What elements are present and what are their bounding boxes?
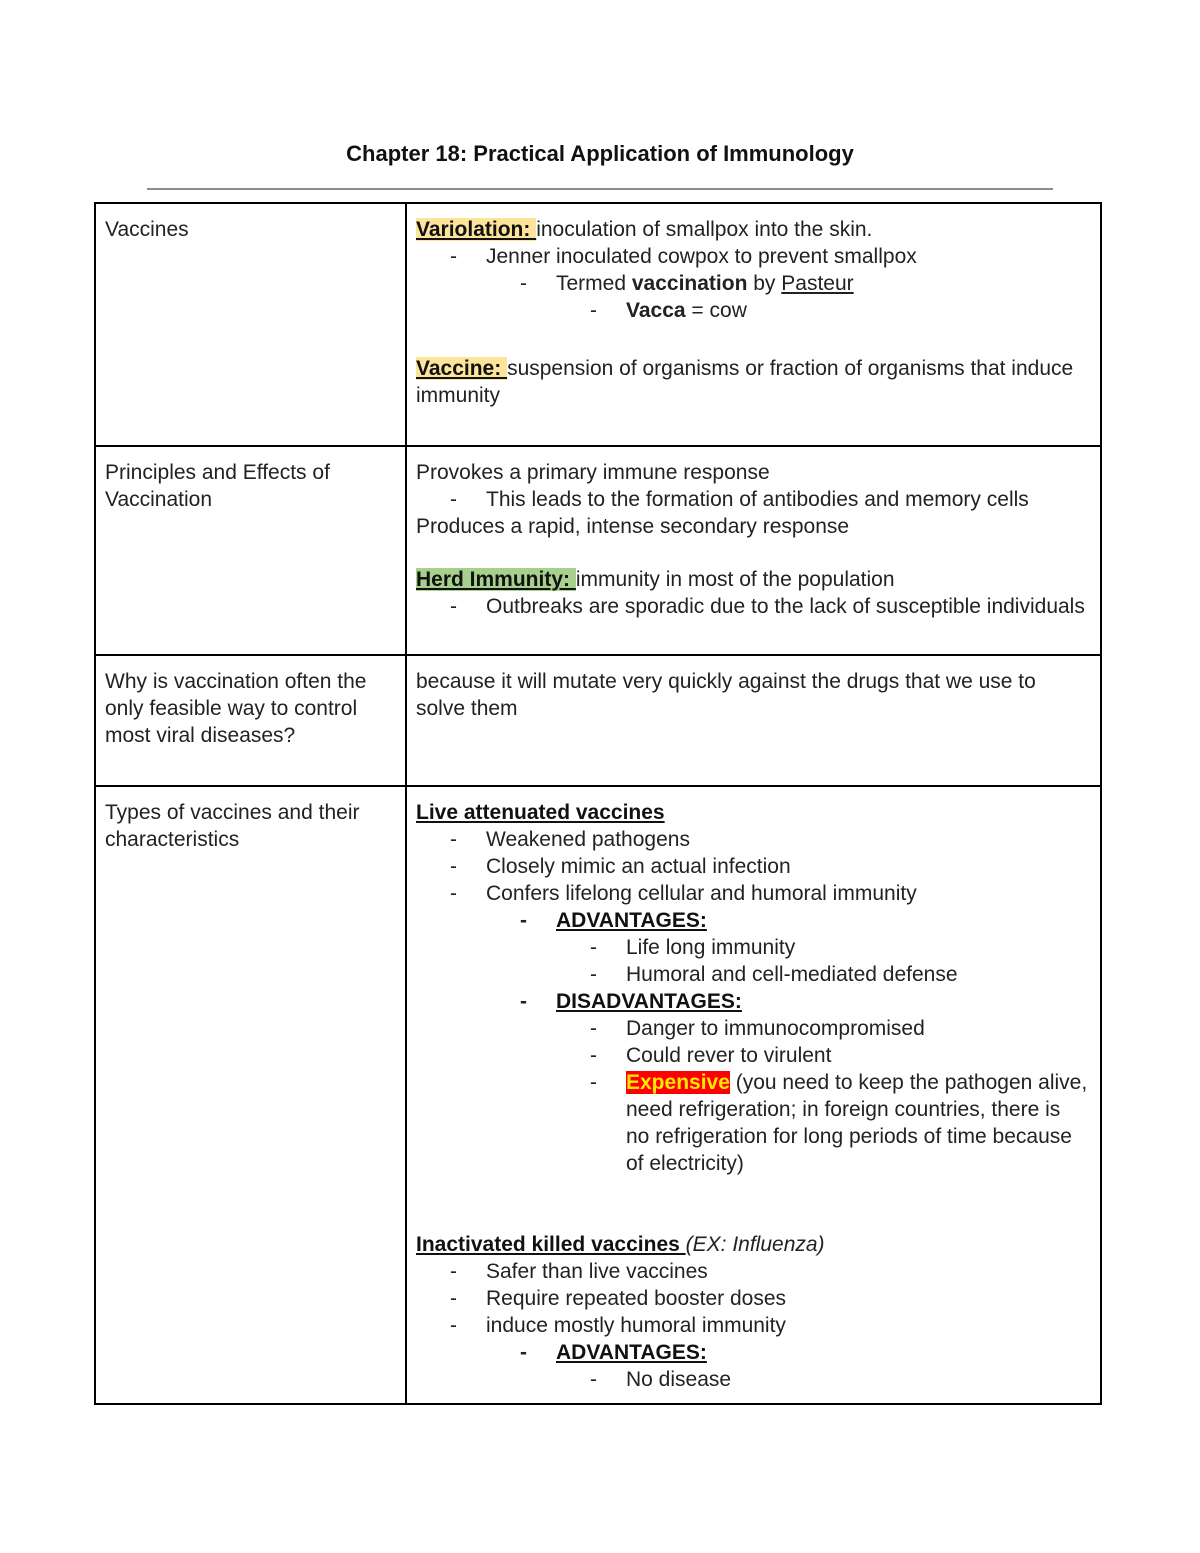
list-item	[416, 934, 1088, 961]
bullet-dash: -	[450, 1314, 457, 1337]
table-row-vaccines	[95, 203, 1101, 446]
notes-table	[94, 202, 1102, 1405]
inactivated-example: (EX: Influenza)	[685, 1233, 825, 1256]
list-item	[416, 988, 1088, 1015]
list-item-text	[626, 1069, 1088, 1177]
inactivated-vaccines-heading	[416, 1231, 1088, 1258]
bullet-dash: -	[450, 595, 457, 618]
list-item	[416, 853, 1088, 880]
list-item-text: Danger to immunocompromised	[626, 1017, 925, 1040]
list-item	[416, 1366, 1088, 1393]
list-item	[416, 1069, 1088, 1177]
vacca-rest: = cow	[685, 299, 747, 322]
content-cell	[406, 203, 1101, 446]
list-item	[416, 826, 1088, 853]
list-item	[416, 1339, 1088, 1366]
bullet-dash: -	[590, 1044, 597, 1067]
term-herd-immunity: Herd Immunity:	[416, 568, 576, 591]
advantages-label: ADVANTAGES:	[556, 1341, 707, 1364]
list-item-text: Life long immunity	[626, 936, 796, 959]
termed-pre: Termed	[556, 272, 632, 295]
variolation-definition	[416, 216, 1088, 243]
list-item-text: induce mostly humoral immunity	[486, 1314, 786, 1337]
topic-cell	[95, 446, 406, 655]
list-item	[416, 1015, 1088, 1042]
term-vaccine: Vaccine:	[416, 357, 508, 380]
principle-secondary: Produces a rapid, intense secondary response	[416, 515, 850, 538]
spacer	[416, 1177, 1088, 1231]
list-item-text	[626, 297, 1088, 324]
list-item-text: Confers lifelong cellular and humoral immunity	[486, 882, 917, 905]
bullet-dash: -	[590, 1368, 597, 1391]
live-vaccines-heading	[416, 799, 1088, 826]
spacer	[416, 324, 1088, 355]
list-item	[416, 486, 1088, 513]
content-cell	[406, 655, 1101, 786]
herd-immunity-definition	[416, 566, 1088, 593]
variolation-text: inoculation of smallpox into the skin.	[536, 218, 873, 241]
topic-why: Why is vaccination often the only feasible way to control most viral diseases?	[105, 670, 367, 747]
title-divider	[147, 188, 1053, 190]
bullet-dash: -	[450, 882, 457, 905]
advantages-label: ADVANTAGES:	[556, 909, 707, 932]
bullet-dash: -	[450, 488, 457, 511]
term-vaccination: vaccination	[631, 272, 748, 295]
table-row-types	[95, 786, 1101, 1404]
disadvantages-label: DISADVANTAGES:	[556, 990, 742, 1013]
bullet-dash: -	[590, 963, 597, 986]
list-item	[416, 961, 1088, 988]
list-item	[416, 1285, 1088, 1312]
topic-cell	[95, 655, 406, 786]
list-item-text: Humoral and cell-mediated defense	[626, 963, 958, 986]
vaccine-definition	[416, 355, 1088, 409]
bullet-dash: -	[450, 1260, 457, 1283]
list-item-text: No disease	[626, 1368, 732, 1391]
list-item-text: Closely mimic an actual infection	[486, 855, 791, 878]
list-item-text: Weakened pathogens	[486, 828, 690, 851]
list-item	[416, 1312, 1088, 1339]
content-cell	[406, 446, 1101, 655]
list-item	[416, 1258, 1088, 1285]
bullet-dash: -	[590, 1071, 597, 1094]
bullet-dash: -	[450, 1287, 457, 1310]
content-cell	[406, 786, 1101, 1404]
live-heading-text: Live attenuated vaccines	[416, 801, 665, 824]
why-answer: because it will mutate very quickly against the drugs that we use to solve them	[416, 670, 1036, 720]
list-item-text	[556, 270, 1088, 297]
list-item	[416, 880, 1088, 907]
term-vacca: Vacca	[626, 299, 686, 322]
list-item	[416, 907, 1088, 934]
termed-mid: by	[747, 272, 782, 295]
list-item-text: Jenner inoculated cowpox to prevent smallpox	[486, 245, 917, 268]
bullet-dash: -	[520, 990, 527, 1013]
bullet-dash: -	[520, 272, 527, 295]
topic-cell	[95, 203, 406, 446]
bullet-dash: -	[520, 1341, 527, 1364]
bullet-dash: -	[450, 828, 457, 851]
list-item	[416, 593, 1088, 620]
topic-cell	[95, 786, 406, 1404]
list-item-text: Require repeated booster doses	[486, 1287, 787, 1310]
list-item	[416, 297, 1088, 324]
bullet-dash: -	[450, 855, 457, 878]
term-expensive: Expensive	[626, 1071, 730, 1094]
table-row-principles	[95, 446, 1101, 655]
bullet-dash: -	[520, 909, 527, 932]
topic-types: Types of vaccines and their characteristics	[105, 801, 360, 851]
table-row-why	[95, 655, 1101, 786]
list-item-text: Could rever to virulent	[626, 1044, 832, 1067]
spacer	[416, 540, 1088, 566]
list-item-text: Safer than live vaccines	[486, 1260, 708, 1283]
herd-immunity-text: immunity in most of the population	[575, 568, 895, 591]
list-item	[416, 270, 1088, 297]
list-item-text: This leads to the formation of antibodies and memory cells	[486, 488, 1029, 511]
bullet-dash: -	[590, 1017, 597, 1040]
list-item-text: Outbreaks are sporadic due to the lack of susceptible individuals	[486, 595, 1085, 618]
bullet-dash: -	[450, 245, 457, 268]
bullet-dash: -	[590, 299, 597, 322]
bullet-dash: -	[590, 936, 597, 959]
expensive-note: (you need to keep the pathogen alive, need refrigeration; in foreign countries, there is no refrigeration for long periods of time because of electricity)	[626, 1071, 1088, 1175]
list-item	[416, 1042, 1088, 1069]
topic-vaccines: Vaccines	[105, 218, 189, 241]
name-pasteur: Pasteur	[781, 272, 854, 295]
term-variolation: Variolation:	[416, 218, 537, 241]
inactivated-heading-text: Inactivated killed vaccines	[416, 1233, 686, 1256]
list-item	[416, 243, 1088, 270]
page-title: Chapter 18: Practical Application of Immunology	[346, 141, 854, 166]
vaccine-text: suspension of organisms or fraction of organisms that induce immunity	[416, 357, 1074, 407]
topic-principles: Principles and Effects of Vaccination	[105, 461, 330, 511]
principle-primary: Provokes a primary immune response	[416, 461, 770, 484]
